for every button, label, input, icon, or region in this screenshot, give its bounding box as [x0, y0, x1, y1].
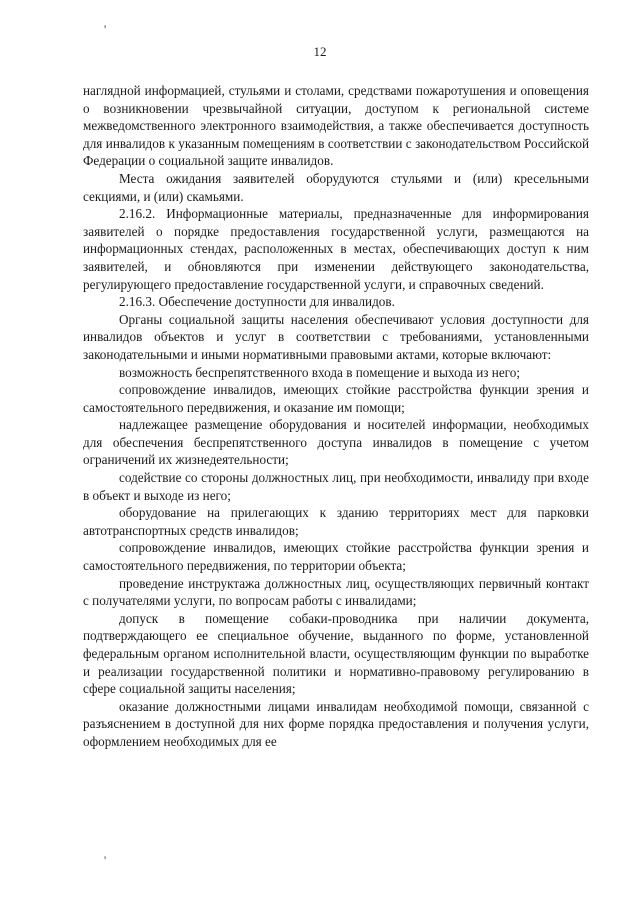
document-body [83, 82, 589, 751]
paragraph: Органы социальной защиты населения обеспечивают условия доступности для инвалидов объектов и услуг в соответствии с требованиями, установленными законодательными и иными нормативными правовыми актами, которые включают: [83, 311, 589, 362]
paragraph: Места ожидания заявителей оборудуются стульями и (или) кресельными секциями, и (или) скамьями. [83, 170, 589, 204]
scan-mark-top: ' [104, 22, 107, 36]
paragraph: сопровождение инвалидов, имеющих стойкие расстройства функции зрения и самостоятельного передвижения, по территории объекта; [83, 540, 589, 574]
paragraph: сопровождение инвалидов, имеющих стойкие расстройства функции зрения и самостоятельного передвижения, и оказание им помощи; [83, 382, 589, 415]
paragraph: наглядной информацией, стульями и столами, средствами пожаротушения и оповещения о возникновении чрезвычайной ситуации, доступом к региональной системе межведомственного электронного взаимодействия, а также обеспечивается доступность для инвалидов к указанным помещениям в соответствии с законодательством Российской Федерации о социальной защите инвалидов. [83, 83, 589, 169]
page-number: 12 [313, 44, 327, 59]
paragraph: надлежащее размещение оборудования и носителей информации, необходимых для обеспечения беспрепятственного доступа инвалидов в помещение с учетом ограничений их жизнедеятельности; [83, 417, 589, 468]
paragraph: возможность беспрепятственного входа в помещение и выхода из него; [119, 364, 521, 380]
paragraph: содействие со стороны должностных лиц, при необходимости, инвалиду при входе в объект и выходе из него; [83, 470, 589, 503]
paragraph: проведение инструктажа должностных лиц, осуществляющих первичный контакт с получателями услуги, по вопросам работы с инвалидами; [83, 575, 589, 609]
paragraph: оказание должностными лицами инвалидам необходимой помощи, связанной с разъяснением в доступной для них форме порядка предоставления и получения услуги, оформлением необходимых для ее [83, 698, 589, 749]
paragraph: 2.16.2. Информационные материалы, предназначенные для информирования заявителей о порядке предоставления государственной услуги, размещаются на информационных стендах, расположенных в местах, обеспечивающих доступ к ним заявителей, и обновляются при изменении действующего законодательства, регулирующего предоставление государственной услуги, и справочных сведений. [83, 206, 589, 292]
paragraph: оборудование на прилегающих к зданию территориях мест для парковки автотранспортных средств инвалидов; [83, 505, 589, 538]
scan-mark-bottom: ' [104, 853, 107, 867]
paragraph: допуск в помещение собаки-проводника при наличии документа, подтверждающего ее специальное обучение, выданного по форме, установленной федеральным органом исполнительной власти, осуществляющим функции по выработке и реализации государственной политики и нормативно-правовому регулированию в сфере социальной защиты населения; [83, 610, 589, 697]
paragraph: 2.16.3. Обеспечение доступности для инвалидов. [119, 294, 395, 310]
